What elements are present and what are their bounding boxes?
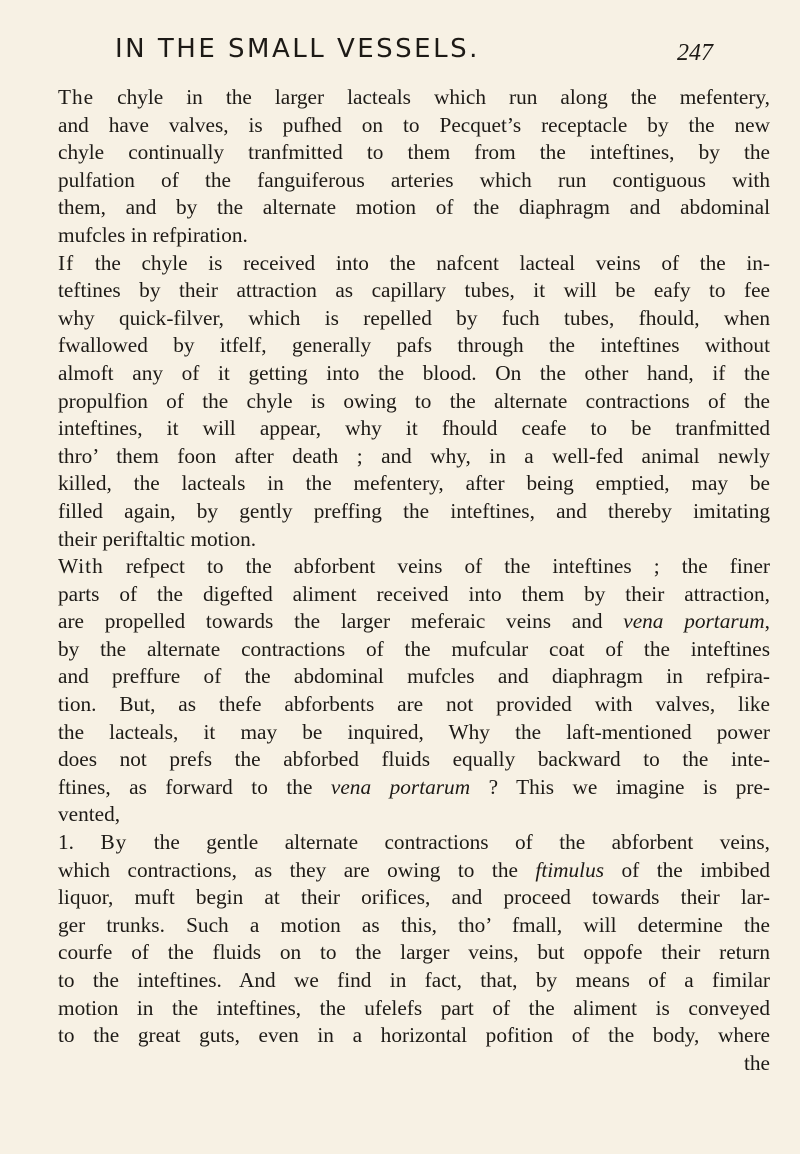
text-line	[58, 415, 770, 443]
text-run: them, and by the alternate motion of the diaphragm and abdominal	[58, 195, 770, 220]
text-line	[58, 912, 770, 940]
text-line	[58, 829, 770, 857]
text-line	[58, 746, 770, 774]
text-line	[58, 939, 770, 967]
text-run: chyle continually tranfmitted to them from the inteftines, by the	[58, 140, 770, 165]
text-run: fwallowed by itfelf, generally pafs through the inteftines without	[58, 333, 770, 358]
italic-term: vena portarum	[330, 774, 471, 799]
text-run: their periftaltic motion.	[58, 526, 257, 551]
text-line	[58, 719, 770, 747]
text-run: ? This we imagine is pre-	[470, 774, 770, 799]
text-run: teftines by their attraction as capillary tubes, it will be eafy to fee	[58, 278, 770, 303]
text-line	[58, 967, 770, 995]
text-line	[58, 250, 770, 278]
text-line	[58, 857, 770, 885]
text-run: motion in the inteftines, the ufelefs part of the aliment is conveyed	[58, 995, 770, 1020]
text-run: ger trunks. Such a motion as this, tho’ fmall, will determine the	[58, 912, 770, 937]
text-run: ,	[764, 609, 770, 634]
text-line	[58, 1022, 770, 1050]
text-line	[58, 581, 770, 609]
paragraph-lead-word: If	[58, 250, 75, 275]
page-header	[115, 34, 715, 74]
text-line	[58, 84, 770, 112]
text-line	[58, 1050, 770, 1078]
paragraph-lead-word: With	[58, 554, 104, 579]
text-run: to the inteftines. And we find in fact, that, by means of a fimilar	[58, 968, 770, 992]
text-line	[58, 553, 770, 581]
text-run: inteftines, it will appear, why it fhould ceafe to be tranfmitted	[58, 416, 770, 441]
text-run: the chyle is received into the nafcent lacteal veins of the in-	[74, 250, 770, 275]
text-line	[58, 498, 770, 526]
text-run: 1.	[58, 830, 101, 855]
text-line	[58, 663, 770, 691]
text-line	[58, 112, 770, 140]
text-run: killed, the lacteals in the mefentery, after being emptied, may be	[58, 471, 770, 496]
text-run: refpect to the abforbent veins of the inteftines ; the finer	[103, 554, 770, 579]
text-run: mufcles in refpiration.	[58, 222, 248, 247]
text-line	[58, 139, 770, 167]
text-run: by the alternate contractions of the mufcular coat of the inteftines	[58, 636, 770, 661]
text-line	[58, 277, 770, 305]
text-run: filled again, by gently preffing the inteftines, and thereby imitating	[58, 498, 770, 523]
italic-term: vena portarum	[623, 609, 765, 634]
text-run: and have valves, is pufhed on to Pecquet’s receptacle by the new	[58, 112, 770, 137]
text-run: are propelled towards the larger meferaic veins and	[58, 609, 624, 634]
text-line	[58, 305, 770, 333]
text-run: and preffure of the abdominal mufcles and diaphragm in refpira-	[58, 664, 770, 689]
text-line	[58, 526, 770, 554]
text-run: the lacteals, it may be inquired, Why the laft-mentioned power	[58, 719, 770, 744]
text-run: vented,	[58, 802, 121, 827]
text-run: to the great guts, even in a horizontal pofition of the body, where	[58, 1023, 770, 1048]
text-run: pulfation of the fanguiferous arteries which run contiguous with	[58, 167, 770, 192]
text-run: does not prefs the abforbed fluids equally backward to the inte-	[58, 747, 770, 772]
text-line	[58, 884, 770, 912]
text-run: of the imbibed	[604, 857, 770, 882]
text-run: which contractions, as they are owing to the	[58, 857, 536, 882]
text-line	[58, 801, 770, 829]
text-line	[58, 608, 770, 636]
text-run: the gentle alternate contractions of the abforbent veins,	[127, 830, 771, 855]
body-text	[58, 84, 770, 1077]
paragraph-lead-word: By	[100, 830, 128, 855]
running-title: IN THE SMALL VESSELS.	[115, 34, 480, 64]
text-run: propulfion of the chyle is owing to the alternate contractions of the	[58, 388, 770, 413]
page-number: 247	[677, 40, 713, 66]
text-run: parts of the digefted aliment received into them by their attraction,	[58, 581, 770, 606]
text-run: the	[743, 1050, 770, 1075]
text-line	[58, 636, 770, 664]
text-line	[58, 443, 770, 471]
text-run: ftines, as forward to the	[58, 774, 331, 799]
text-line	[58, 167, 770, 195]
text-line	[58, 691, 770, 719]
text-run: almoft any of it getting into the blood. On the other hand, if the	[58, 360, 770, 385]
paragraph-lead-word: The	[58, 85, 95, 109]
text-line	[58, 774, 770, 802]
text-line	[58, 222, 770, 250]
text-run: thro’ them foon after death ; and why, in a well-fed animal newly	[58, 443, 770, 468]
text-run: courfe of the fluids on to the larger veins, but oppofe their return	[58, 940, 770, 965]
text-line	[58, 470, 770, 498]
text-line	[58, 995, 770, 1023]
text-run: why quick-filver, which is repelled by fuch tubes, fhould, when	[58, 305, 770, 330]
text-line	[58, 332, 770, 360]
text-line	[58, 360, 770, 388]
text-run: tion. But, as thefe abforbents are not provided with valves, like	[58, 692, 770, 717]
text-line	[58, 388, 770, 416]
text-line	[58, 194, 770, 222]
text-run: chyle in the larger lacteals which run along the mefentery,	[94, 85, 770, 109]
text-run: liquor, muft begin at their orifices, and proceed towards their lar-	[58, 885, 770, 910]
italic-term: ftimulus	[535, 857, 605, 882]
